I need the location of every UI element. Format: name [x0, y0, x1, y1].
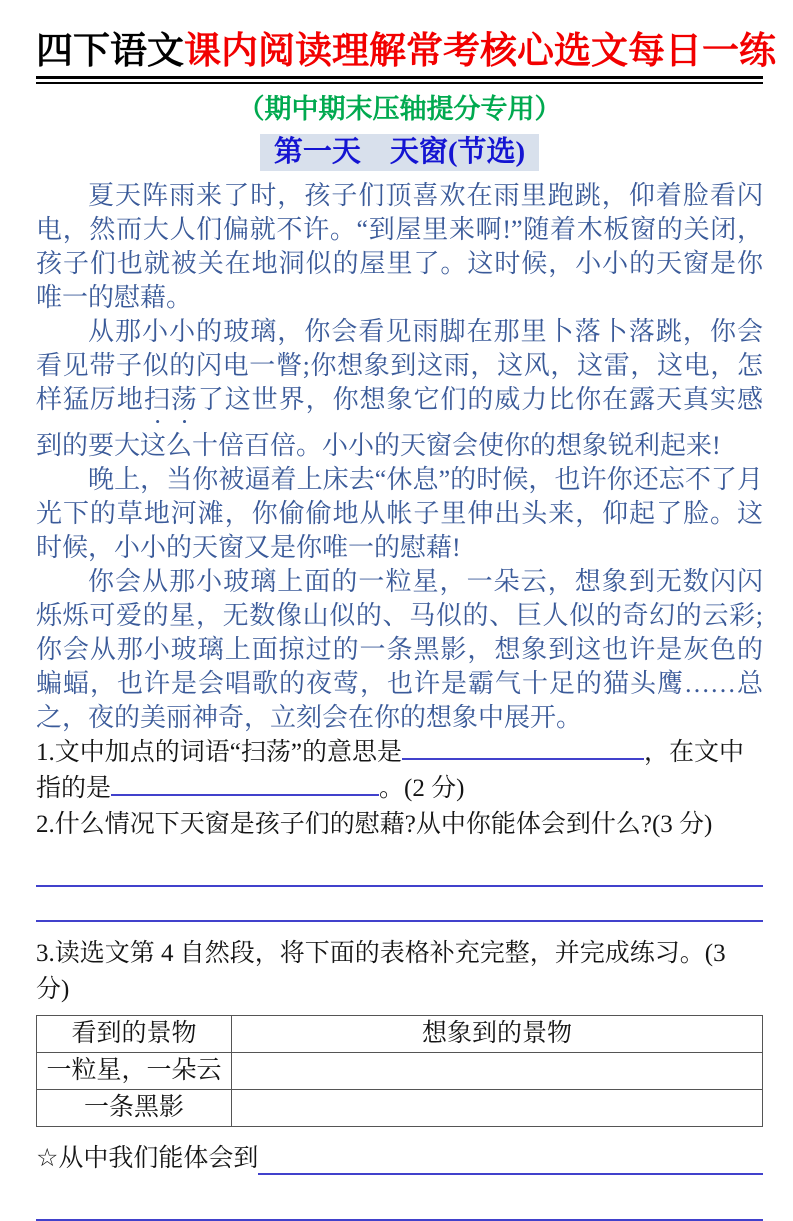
title-grade-part: 四下语文 — [36, 31, 184, 72]
title-double-underline — [36, 76, 763, 84]
table-header-imagined: 想象到的景物 — [232, 1016, 763, 1053]
lesson-heading-highlight: 第一天 天窗(节选) — [260, 134, 539, 171]
question-1-text-b: ，在 — [643, 739, 694, 767]
questions-section — [36, 735, 763, 1221]
reading-passage — [36, 179, 763, 735]
paragraph-text: 晚上，当你被逼着上床去“休息”的时候，也许你还忘不了月光下的草地河滩，你偷偷地从帐子里伸出头来，仰起了脸。这时候，小小的天窗又是你唯一的慰藉! — [36, 465, 763, 563]
question-1-text-c: 文中指的是 — [36, 739, 744, 803]
table-row — [37, 1090, 763, 1127]
table-cell-imagined-1[interactable] — [232, 1053, 763, 1090]
passage-paragraph-1 — [36, 179, 763, 315]
paragraph-text: 了这世界，你想象它们的威力比你在露天真实感到的要大这么十倍百倍。小小的天窗会使你的想象锐利起来! — [36, 385, 763, 461]
table-row — [37, 1053, 763, 1090]
lesson-heading — [36, 129, 763, 170]
table-cell-seen-2: 一条黑影 — [37, 1090, 232, 1127]
table-header-row — [37, 1016, 763, 1053]
question-1-blank-2[interactable] — [111, 772, 379, 796]
question-2-answer-line-2[interactable] — [36, 920, 763, 922]
question-3: 3.读选文第 4 自然段，将下面的表格补充完整，并完成练习。(3 分) — [36, 940, 726, 1004]
question-2-answer-line-1[interactable] — [36, 885, 763, 887]
star-icon: ☆ — [36, 1145, 59, 1173]
table-cell-seen-1: 一粒星，一朵云 — [37, 1053, 232, 1090]
fill-in-table — [36, 1015, 763, 1127]
question-2: 2.什么情况下天窗是孩子们的慰藉?从中你能体会到什么?(3 分) — [36, 811, 713, 839]
subtitle: （期中期末压轴提分专用） — [237, 94, 562, 125]
question-1 — [36, 735, 763, 807]
title-red-part: 课内阅读理解常考核心选文每日一练 — [184, 31, 776, 72]
star-prompt-line — [36, 1143, 763, 1175]
paragraph-text: 你会从那小玻璃上面的一粒星，一朵云，想象到无数闪闪烁烁可爱的星，无数像山似的、马似的、巨人似的奇幻的云彩;你会从那小玻璃上面掠过的一条黑影，想象到这也许是灰色的蝙蝠，也许是会唱歌的夜莺，也许是霸气十足的猫头鹰……总之，夜的美丽神奇，立刻会在你的想象中展开。 — [36, 567, 763, 733]
paragraph-text: 夏天阵雨来了时，孩子们顶喜欢在雨里跑跳，仰着脸看闪电，然而大人们偏就不许。“到屋里来啊!”随着木板窗的关闭，孩子们也就被关在地洞似的屋里了。这时候，小小的天窗是你唯一的慰藉。 — [36, 181, 763, 313]
table-header-seen: 看到的景物 — [37, 1016, 232, 1053]
paragraph-text: 从那小小的玻璃，你会看见雨脚在那里卜落卜落跳，你会看见带子似的闪电一瞥;你想象到这雨，这风，这雷，这电，怎样猛厉地 — [36, 317, 763, 415]
question-1-text-d: 。(2 分) — [379, 775, 465, 803]
question-1-blank-1[interactable] — [402, 736, 644, 760]
passage-paragraph-4 — [36, 565, 763, 735]
star-prompt-text: 从中我们能体会到 — [58, 1145, 259, 1173]
emphasized-word: 扫荡 — [143, 385, 198, 415]
passage-paragraph-2 — [36, 315, 763, 463]
star-answer-blank[interactable] — [258, 1145, 763, 1175]
passage-paragraph-3 — [36, 463, 763, 565]
page-title — [36, 30, 776, 74]
question-1-text-a: 1.文中加点的词语“扫荡”的意思是 — [36, 739, 402, 767]
table-cell-imagined-2[interactable] — [232, 1090, 763, 1127]
